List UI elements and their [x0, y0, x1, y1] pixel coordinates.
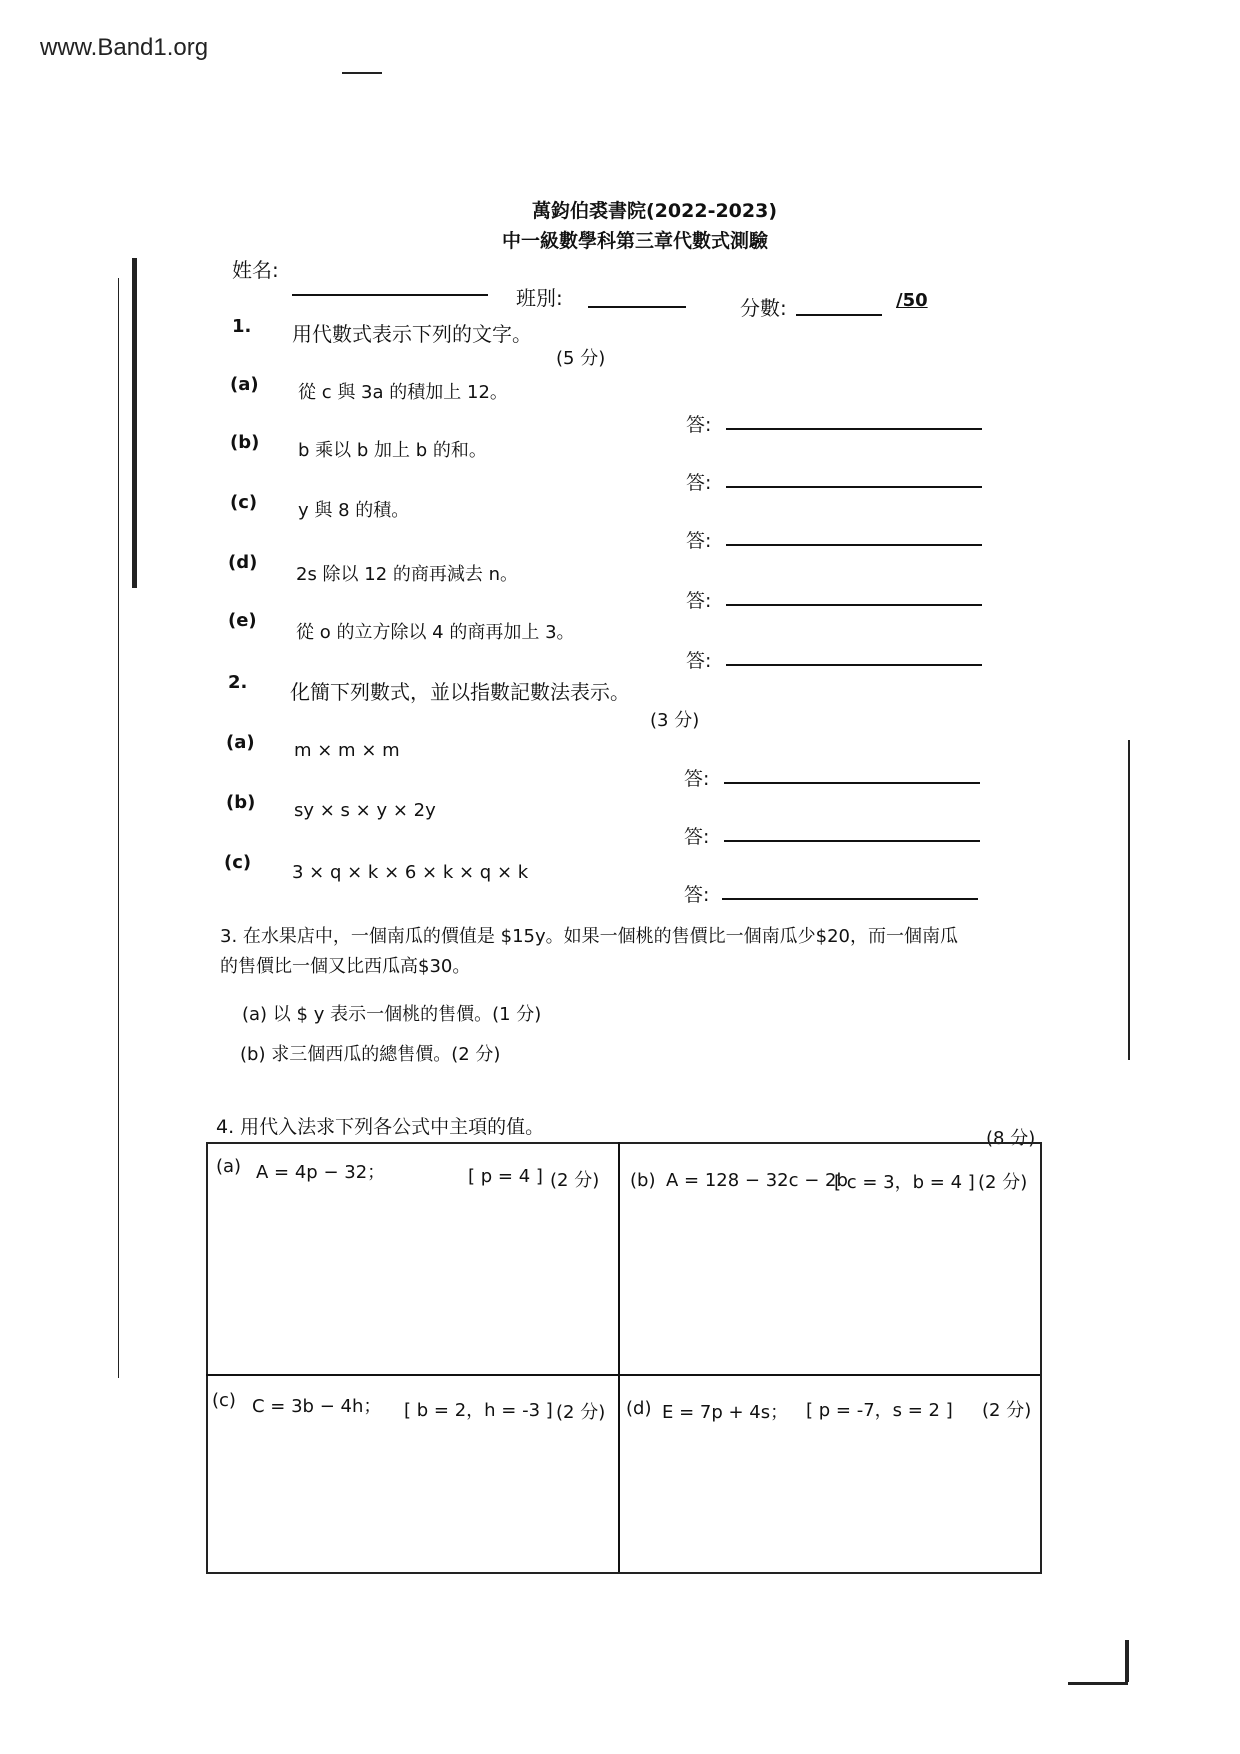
q2b-text: sy × s × y × 2y [294, 800, 436, 821]
scan-edge-left-thin [118, 278, 119, 1378]
q4a-formula: A = 4p − 32； [256, 1162, 386, 1183]
q4a-given: [ p = 4 ] [468, 1166, 543, 1187]
q4a-label: (a) [216, 1156, 242, 1177]
q1d-text: 2s 除以 12 的商再減去 n。 [296, 564, 519, 585]
scan-edge-right [1128, 740, 1130, 1060]
q1a-answer-line[interactable] [726, 428, 982, 430]
q4c-label: (c) [212, 1390, 236, 1411]
q2-text: 化簡下列數式，並以指數記數法表示。 [290, 680, 630, 704]
q2a-label: (a) [226, 732, 255, 753]
q1b-answer-line[interactable] [726, 486, 982, 488]
q4-box-divider-v [618, 1142, 620, 1572]
score-total: /50 [896, 290, 928, 311]
q4-box-divider-h [206, 1374, 1040, 1376]
score-line [796, 314, 882, 316]
q2b-answer-line[interactable] [724, 840, 980, 842]
q2a-text: m × m × m [294, 740, 400, 761]
scan-corner-mark-v [1125, 1640, 1129, 1682]
q1e-answer-line[interactable] [726, 664, 982, 666]
q2b-label: (b) [226, 792, 256, 813]
q1c-text: y 與 8 的積。 [298, 500, 410, 521]
q2a-answer-line[interactable] [724, 782, 980, 784]
q1-text: 用代數式表示下列的文字。 [292, 322, 532, 346]
scan-corner-mark [1068, 1682, 1128, 1685]
q4-marks: (8 分) [986, 1128, 1036, 1149]
q4-text: 4. 用代入法求下列各公式中主項的值。 [216, 1116, 545, 1138]
q1b-label: (b) [230, 432, 260, 453]
q3-line1: 3. 在水果店中，一個南瓜的價值是 $15y。如果一個桃的售價比一個南瓜少$20，而一個南瓜 [220, 926, 958, 947]
q4d-label: (d) [626, 1398, 652, 1419]
q1d-label: (d) [228, 552, 258, 573]
q1c-answer-label: 答: [686, 530, 712, 552]
site-watermark: www.Band1.org [40, 34, 209, 61]
q4c-formula: C = 3b − 4h； [252, 1396, 382, 1417]
q1c-answer-line[interactable] [726, 544, 982, 546]
q3a-text: (a) 以 $ y 表示一個桃的售價。(1 分) [242, 1004, 542, 1025]
q4-answer-box [206, 1142, 1042, 1574]
q1d-answer-label: 答: [686, 590, 712, 612]
q4b-label: (b) [630, 1170, 656, 1191]
q1b-text: b 乘以 b 加上 b 的和。 [298, 440, 487, 461]
q1c-label: (c) [230, 492, 258, 513]
q1a-label: (a) [230, 374, 259, 395]
q1-number: 1. [232, 316, 252, 337]
q4c-marks: (2 分) [556, 1402, 606, 1423]
test-title: 中一級數學科第三章代數式測驗 [502, 230, 769, 252]
q2-number: 2. [228, 672, 248, 693]
school-title: 萬鈞伯裘書院(2022-2023) [532, 200, 778, 222]
q2c-answer-line[interactable] [722, 898, 978, 900]
scan-mark-top [342, 72, 382, 74]
q1e-answer-label: 答: [686, 650, 712, 672]
q4a-marks: (2 分) [550, 1170, 600, 1191]
q2-marks: (3 分) [650, 710, 700, 731]
q2c-label: (c) [224, 852, 252, 873]
name-label: 姓名: [232, 258, 279, 282]
q1b-answer-label: 答: [686, 472, 712, 494]
name-line [292, 294, 488, 296]
q4b-formula: A = 128 − 32c − 2b [666, 1170, 848, 1191]
q1-marks: (5 分) [556, 348, 606, 369]
q4d-given: [ p = -7，s = 2 ] [806, 1400, 953, 1421]
q4c-given: [ b = 2，h = -3 ] [404, 1400, 553, 1421]
q1a-answer-label: 答: [686, 414, 712, 436]
q4b-given: [ c = 3，b = 4 ] [834, 1172, 975, 1193]
q2b-answer-label: 答: [684, 826, 710, 848]
q2a-answer-label: 答: [684, 768, 710, 790]
score-label: 分數: [740, 296, 787, 320]
class-label: 班別: [516, 286, 563, 310]
q4b-marks: (2 分) [978, 1172, 1028, 1193]
q3-line2: 的售價比一個又比西瓜高$30。 [220, 956, 471, 977]
q1d-answer-line[interactable] [726, 604, 982, 606]
q3b-text: (b) 求三個西瓜的總售價。(2 分) [240, 1044, 501, 1065]
q4d-formula: E = 7p + 4s； [662, 1402, 789, 1423]
q4d-marks: (2 分) [982, 1400, 1032, 1421]
class-line [588, 306, 686, 308]
q1a-text: 從 c 與 3a 的積加上 12。 [298, 382, 508, 403]
q1e-text: 從 o 的立方除以 4 的商再加上 3。 [296, 622, 575, 643]
q2c-answer-label: 答: [684, 884, 710, 906]
q2c-text: 3 × q × k × 6 × k × q × k [292, 862, 529, 883]
q1e-label: (e) [228, 610, 257, 631]
scan-edge-left [132, 258, 137, 588]
